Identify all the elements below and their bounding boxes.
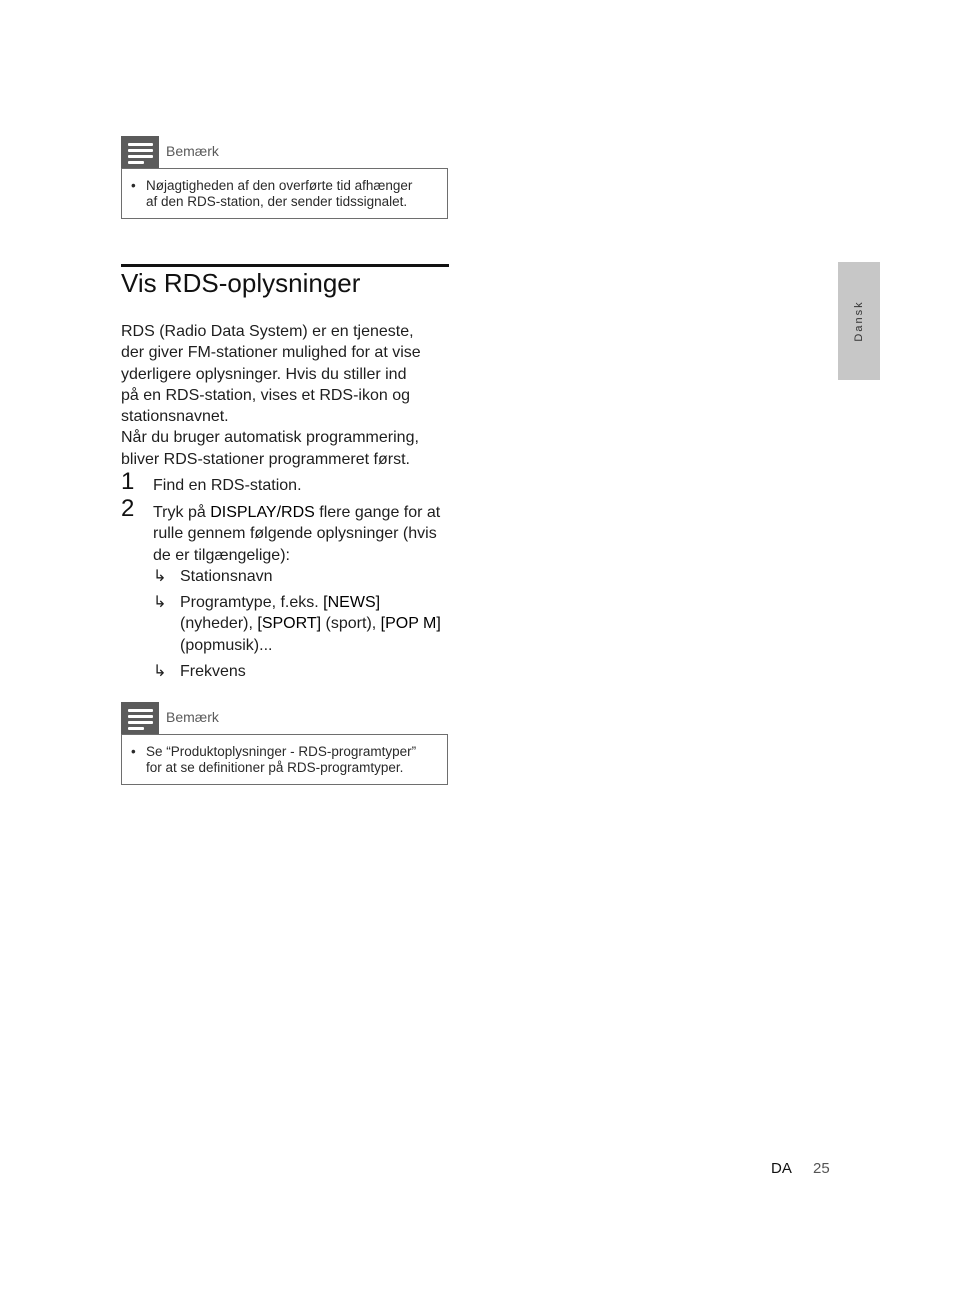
step-number: 1 bbox=[121, 468, 135, 495]
footer-language: DA bbox=[771, 1160, 792, 1177]
step-text: Find en RDS-station. bbox=[153, 477, 302, 494]
result-item: Programtype, f.eks. [NEWS] (nyheder), [SPORT] (sport), [POP M] (popmusik)... bbox=[180, 594, 441, 654]
result-arrow-icon: ↳ bbox=[153, 663, 167, 680]
note-box bbox=[121, 168, 448, 219]
intro-line: stationsnavnet. bbox=[121, 408, 229, 426]
bullet: • bbox=[131, 178, 136, 193]
section-title: Vis RDS-oplysninger bbox=[121, 268, 361, 298]
intro-line: Når du bruger automatisk programmering, bbox=[121, 429, 419, 447]
key-label: DISPLAY/RDS bbox=[210, 504, 315, 521]
intro-line: på en RDS-station, vises et RDS-ikon og bbox=[121, 386, 411, 404]
step-line: Tryk på DISPLAY/RDS flere gange for at bbox=[153, 504, 441, 521]
note-header bbox=[121, 702, 451, 735]
language-tab-label: Dansk bbox=[853, 300, 865, 342]
result-arrow-icon: ↳ bbox=[153, 568, 167, 585]
intro-line: der giver FM-stationer mulighed for at vise bbox=[121, 344, 421, 362]
language-tab bbox=[838, 262, 880, 380]
result-item: Stationsnavn bbox=[180, 568, 273, 585]
note-text-line: for at se definitioner på RDS-programtyper. bbox=[146, 760, 404, 775]
bullet: • bbox=[131, 744, 136, 759]
section-rule bbox=[121, 264, 449, 267]
step-text bbox=[153, 502, 440, 566]
note-label: Bemærk bbox=[166, 709, 219, 725]
intro-line: RDS (Radio Data System) er en tjeneste, bbox=[121, 323, 414, 340]
intro-line: yderligere oplysninger. Hvis du stiller ind bbox=[121, 365, 407, 383]
note-text-line: Nøjagtigheden af den overførte tid afhænger bbox=[146, 178, 413, 193]
result-item: Frekvens bbox=[180, 663, 246, 680]
note-icon bbox=[121, 136, 159, 169]
intro-paragraph bbox=[121, 321, 421, 470]
note-header bbox=[121, 136, 451, 169]
note-icon bbox=[121, 702, 159, 735]
note-label: Bemærk bbox=[166, 143, 219, 159]
note-text-line: af den RDS-station, der sender tidssignalet. bbox=[146, 194, 408, 209]
note-text-line: Se “Produktoplysninger - RDS-programtyper” bbox=[146, 744, 417, 759]
intro-line: bliver RDS-stationer programmeret først. bbox=[121, 450, 410, 468]
note-box bbox=[121, 734, 448, 785]
page-number: 25 bbox=[813, 1160, 830, 1177]
step-line: de er tilgængelige): bbox=[153, 546, 290, 564]
step-number: 2 bbox=[121, 495, 135, 522]
result-arrow-icon: ↳ bbox=[153, 594, 167, 611]
step-line: rulle gennem følgende oplysninger (hvis bbox=[153, 525, 437, 543]
